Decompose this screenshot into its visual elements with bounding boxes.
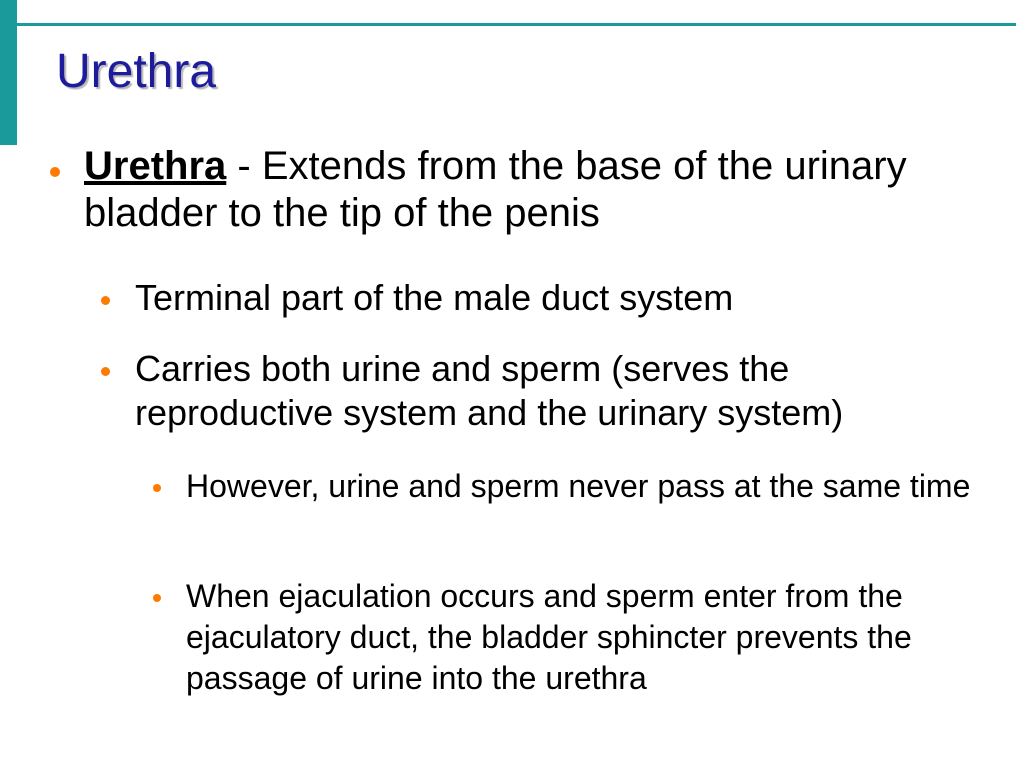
bullet-dot-icon: [153, 594, 161, 602]
bullet-item-level1: [84, 143, 944, 237]
bullet-text: - Extends from the base of the urinary bladder to the tip of the penis: [84, 144, 907, 235]
bullet-item-level2: [135, 276, 995, 320]
bullet-text: When ejaculation occurs and sperm enter from the ejaculatory duct, the bladder sphincter prevents the passage of urine into the urethra: [186, 578, 912, 696]
bullet-item-level3: [186, 466, 986, 507]
bullet-dot-icon: [153, 484, 161, 492]
bullet-dot-icon: [101, 296, 110, 305]
slide-title: Urethra: [56, 45, 217, 98]
bullet-text: Carries both urine and sperm (serves the reproductive system and the urinary system): [135, 348, 844, 433]
bullet-item-level3: [186, 576, 986, 699]
bullet-dot-icon: [101, 367, 110, 376]
bullet-text: Terminal part of the male duct system: [135, 277, 734, 318]
bullet-item-level2: [135, 347, 995, 435]
bullet-term: Urethra: [84, 144, 227, 188]
bullet-text: However, urine and sperm never pass at the same time: [186, 468, 971, 504]
bullet-dot-icon: [50, 167, 60, 177]
